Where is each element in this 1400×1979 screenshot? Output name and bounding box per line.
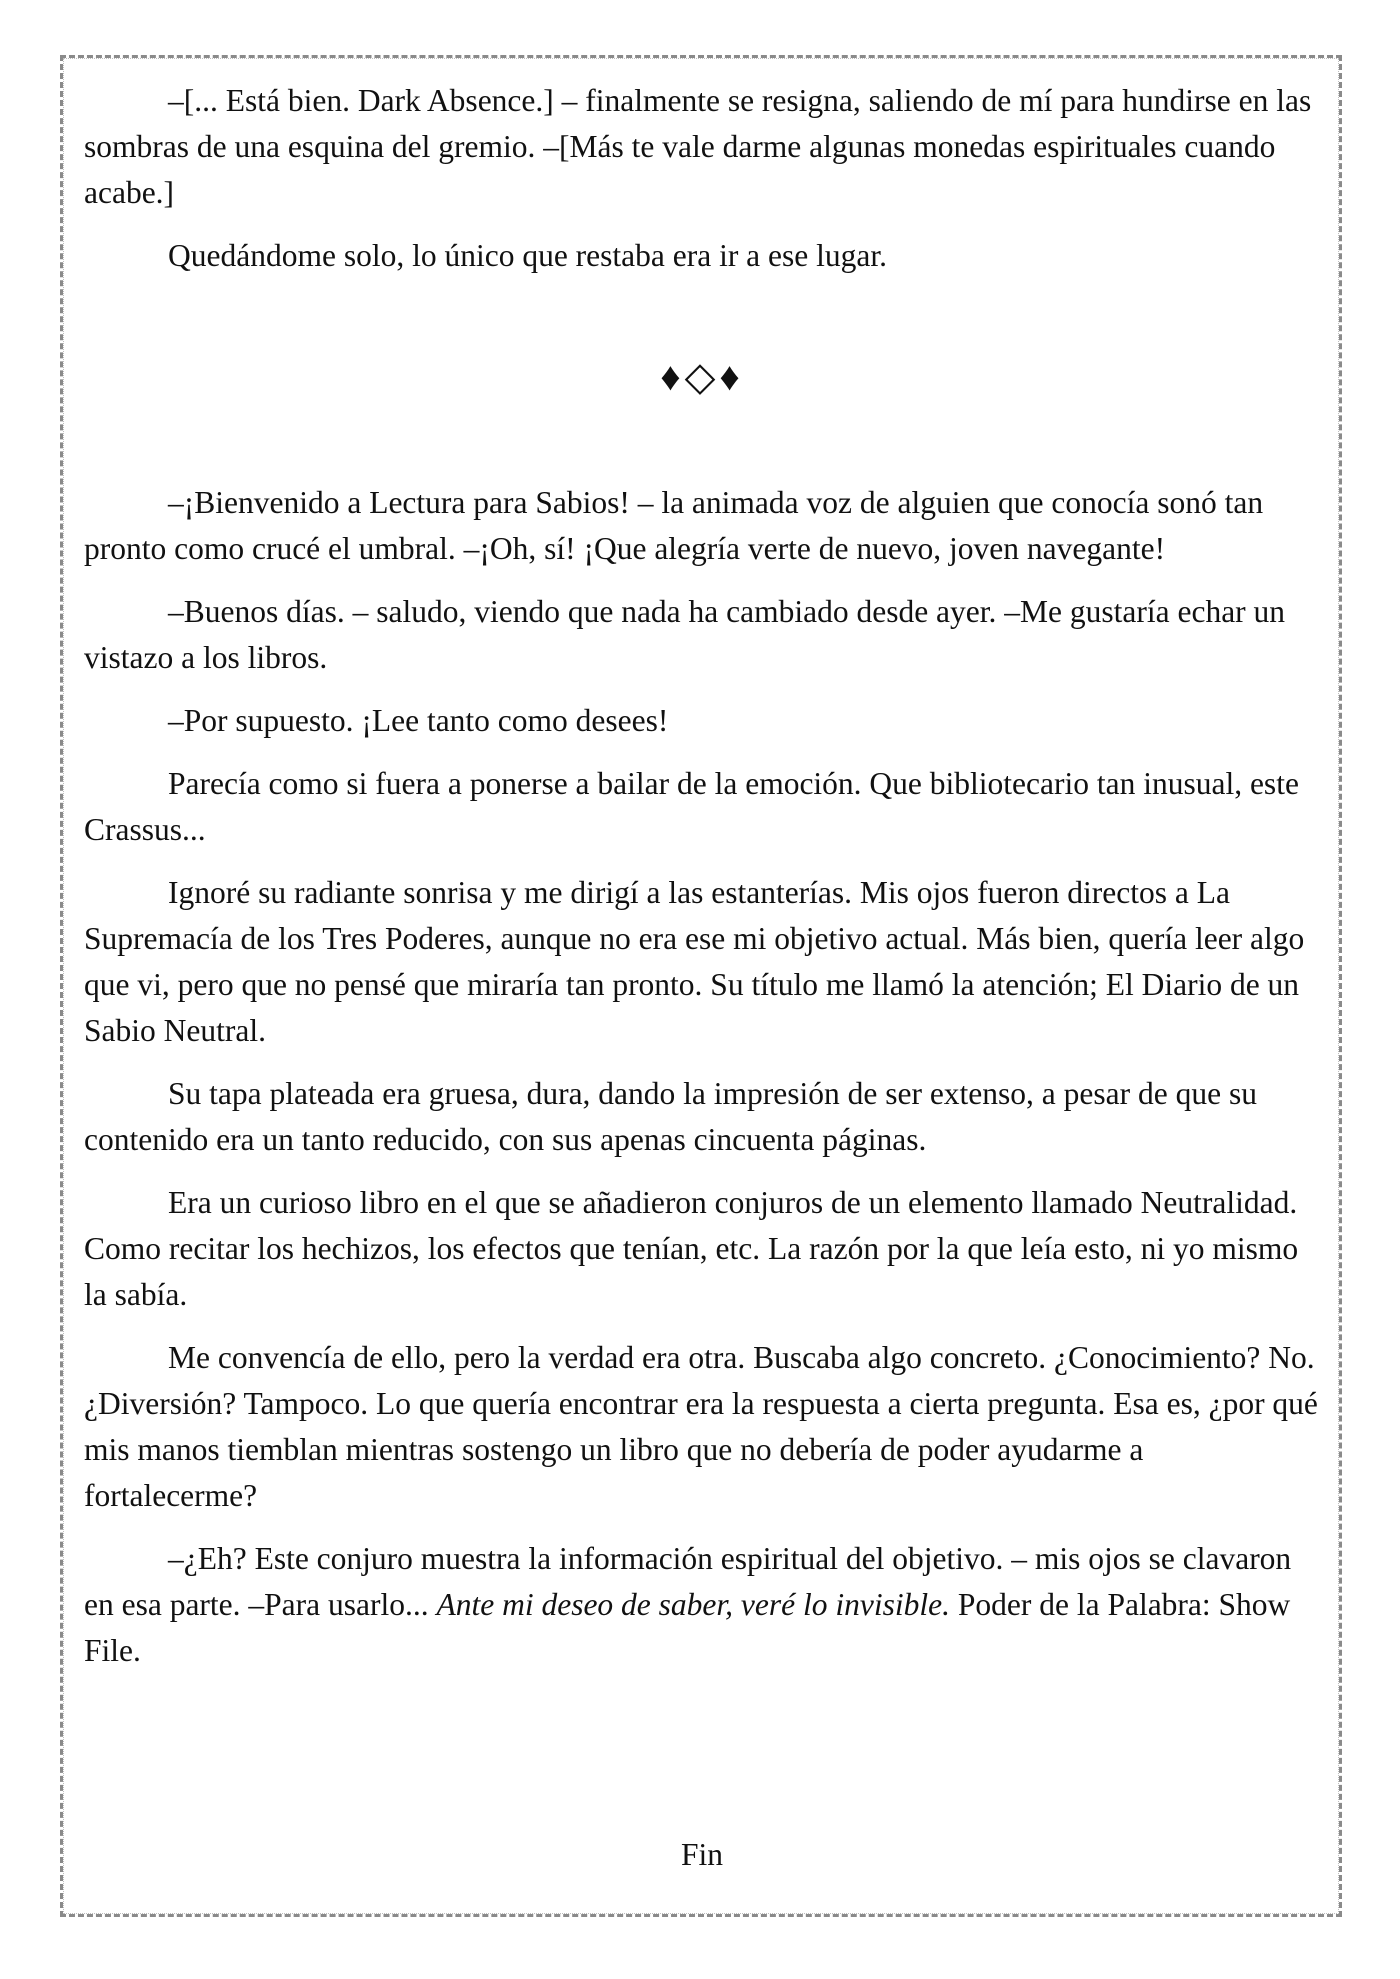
paragraph-11: [84, 1536, 1320, 1674]
document-body: [84, 78, 1320, 1691]
paragraph-8: Su tapa plateada era gruesa, dura, dando la impresión de ser extenso, a pesar de que su contenido era un tanto reducido, con sus apenas cincuenta páginas.: [84, 1076, 1257, 1157]
spell-incantation: Ante mi deseo de saber, veré lo invisible.: [436, 1587, 950, 1622]
paragraph-11-end: Poder de la Palabra: Show File.: [84, 1587, 1291, 1668]
paragraph-7: Ignoré su radiante sonrisa y me dirigí a las estanterías. Mis ojos fueron directos a La Supremacía de los Tres Poderes, aunque no era ese mi objetivo actual. Más bien, quería leer algo que vi, pero que no pensé que miraría tan pronto. Su título me llamó la atención; El Diario de un Sabio Neutral.: [84, 875, 1305, 1048]
paragraph-9: Era un curioso libro en el que se añadieron conjuros de un elemento llamado Neutralidad. Como recitar los hechizos, los efectos que tenían, etc. La razón por la que leía esto, ni yo mismo la sabía.: [84, 1185, 1299, 1312]
paragraph-10: Me convencía de ello, pero la verdad era otra. Buscaba algo concreto. ¿Conocimiento? No. ¿Diversión? Tampoco. Lo que quería encontrar era la respuesta a cierta pregunta. Esa es, ¿por qué mis manos tiemblan mientras sostengo un libro que no debería de poder ayudarme a fortalecerme?: [84, 1340, 1318, 1513]
paragraph-2: Quedándome solo, lo único que restaba era ir a ese lugar.: [168, 238, 887, 273]
paragraph-3: –¡Bienvenido a Lectura para Sabios! – la animada voz de alguien que conocía sonó tan pronto como crucé el umbral. –¡Oh, sí! ¡Que alegría verte de nuevo, joven navegante!: [84, 485, 1264, 566]
paragraph-6: Parecía como si fuera a ponerse a bailar de la emoción. Que bibliotecario tan inusual, este Crassus...: [84, 766, 1299, 847]
paragraph-5: –Por supuesto. ¡Lee tanto como desees!: [168, 703, 669, 738]
end-label: Fin: [680, 1837, 724, 1872]
scene-separator: ♦◇♦: [660, 354, 744, 399]
paragraph-11-start: –¿Eh? Este conjuro muestra la información espiritual del objetivo. – mis ojos se clavaron en esa parte. –Para usarlo...: [84, 1541, 1292, 1622]
paragraph-4: –Buenos días. – saludo, viendo que nada ha cambiado desde ayer. –Me gustaría echar un vistazo a los libros.: [84, 594, 1286, 675]
paragraph-1: –[... Está bien. Dark Absence.] – finalmente se resigna, saliendo de mí para hundirse en las sombras de una esquina del gremio. –[Más te vale darme algunas monedas espirituales cuando acabe.]: [84, 83, 1312, 210]
